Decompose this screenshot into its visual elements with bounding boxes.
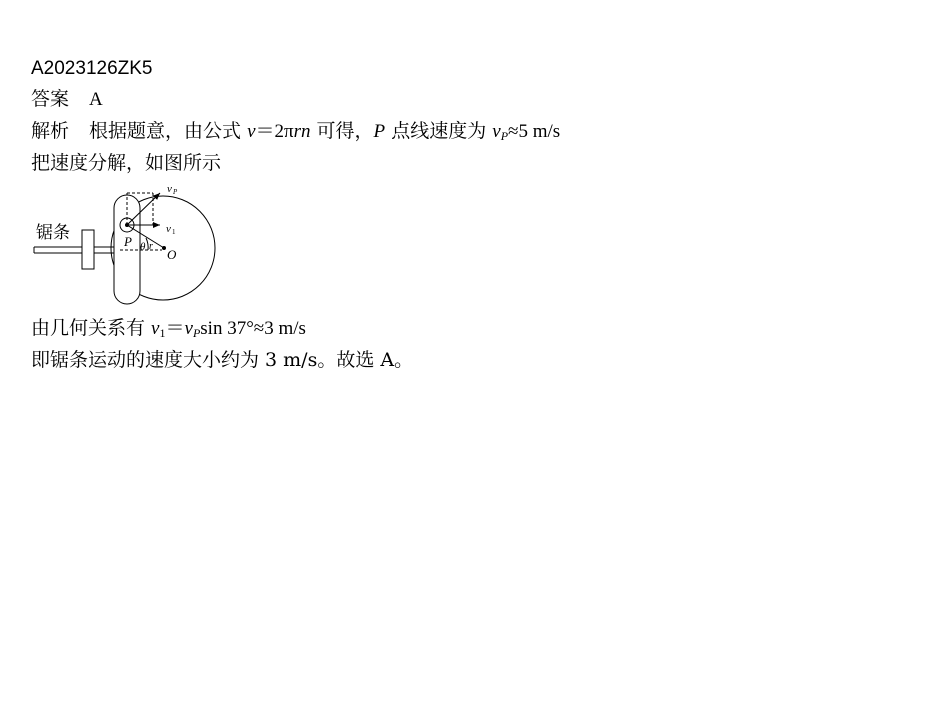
answer-label: 答案 xyxy=(31,88,70,110)
saw-guide-block xyxy=(82,230,94,269)
geo-eq: ＝ xyxy=(165,317,185,339)
saw-velocity-diagram xyxy=(28,180,228,310)
answer-line xyxy=(31,87,103,112)
vP-label-main: v xyxy=(167,183,172,195)
v1-label-sub: 1 xyxy=(172,228,176,236)
analysis-text-2: 可得， xyxy=(310,120,374,142)
answer-value: A xyxy=(89,89,103,110)
decompose-line: 把速度分解，如图所示 xyxy=(31,152,222,174)
var-v: v xyxy=(247,121,256,142)
var-vP-sub: P xyxy=(500,129,509,143)
document-id: A2023126ZK5 xyxy=(31,58,153,79)
analysis-line xyxy=(31,119,560,144)
analysis-label: 解析 xyxy=(31,120,70,142)
geometry-text-1: 由几何关系有 xyxy=(31,317,152,339)
analysis-text-3: 点线速度为 xyxy=(385,120,493,142)
r-label: r xyxy=(149,241,153,252)
theta-arc xyxy=(146,238,148,250)
formula-eq: ＝2π xyxy=(255,121,294,142)
vP-label-sub: P xyxy=(173,188,178,196)
var-rn: rn xyxy=(293,121,311,142)
theta-label: θ xyxy=(140,241,146,253)
geometry-line xyxy=(31,316,306,341)
O-label: O xyxy=(167,247,177,262)
geo-v1-sub: 1 xyxy=(159,326,166,340)
var-P: P xyxy=(373,121,386,142)
geo-vP-sub: P xyxy=(192,326,201,340)
conclusion-line: 即锯条运动的速度大小约为 3 m/s。故选 A。 xyxy=(31,349,414,371)
geo-vP: v xyxy=(184,318,193,339)
saw-label: 锯条 xyxy=(36,223,70,242)
v1-label-main: v xyxy=(166,223,171,235)
geometry-text-2: sin 37°≈3 m/s xyxy=(200,318,306,339)
analysis-text-1: 根据题意，由公式 xyxy=(89,120,248,142)
P-label: P xyxy=(124,234,132,249)
var-vP: v xyxy=(492,121,501,142)
analysis-text-4: ≈5 m/s xyxy=(508,121,561,142)
geo-v1: v xyxy=(151,318,160,339)
